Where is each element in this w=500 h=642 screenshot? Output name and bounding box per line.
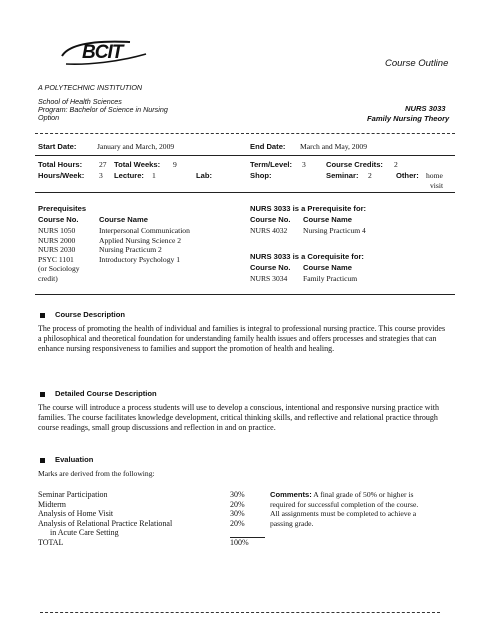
other-value-2: visit xyxy=(430,181,444,190)
prereq-for-name: Nursing Practicum 4 xyxy=(303,226,366,235)
table-row xyxy=(38,519,265,529)
course-code: NURS 3033 xyxy=(405,104,446,113)
comments-line: All assignments must be completed to achieve a xyxy=(270,509,417,519)
prereq-col-no: Course No. xyxy=(38,215,79,224)
prereq-for-col-no: Course No. xyxy=(250,215,291,224)
prereq-no: NURS 2030 xyxy=(38,245,76,254)
lecture-value: 1 xyxy=(152,171,156,180)
comments-line: required for successful completion of the course. xyxy=(270,499,419,509)
eval-total-value: 100% xyxy=(230,538,265,548)
coreq-col-name: Course Name xyxy=(303,263,352,272)
prereq-for-no: NURS 4032 xyxy=(250,226,288,235)
detailed-text: The course will introduce a process students will use to develop a conscious, intentional and responsive nursing practice with families. The course facilitates knowledge development, critical thinking skills, and reflective and relational practice through course readings, small group discussions and reflection in and on practice. xyxy=(38,403,440,432)
total-weeks-label: Total Weeks: xyxy=(114,160,161,169)
prereq-heading: Prerequisites xyxy=(38,204,87,213)
lecture-label: Lecture: xyxy=(114,171,144,180)
seminar-label: Seminar: xyxy=(326,171,359,180)
prereq-no: NURS 2000 xyxy=(38,235,76,245)
logo-text: BCIT xyxy=(82,42,123,63)
eval-total-label: TOTAL xyxy=(38,537,64,547)
prereq-for-col-name: Course Name xyxy=(303,215,352,224)
eval-pct: 20% xyxy=(230,518,245,528)
total-weeks-value: 9 xyxy=(173,160,177,169)
list-item xyxy=(38,245,238,255)
total-hours-label: Total Hours: xyxy=(38,160,83,169)
description-text: The process of promoting the health of individual and families is integral to professional nursing practice. This course provides a philosophical and theoretical foundation for understanding family health issues and offers processes and strategies that can enhance nursing responsiveness to families and support the promotion of health and healing. xyxy=(38,324,446,353)
prereq-no: PSYC 1101 xyxy=(38,254,74,264)
list-item xyxy=(38,226,238,236)
eval-pct: 30% xyxy=(230,509,245,519)
evaluation-comments xyxy=(270,490,418,528)
prereq-note: (or Sociology xyxy=(38,264,80,273)
detailed-heading: Detailed Course Description xyxy=(55,389,157,398)
program-name: Program: Bachelor of Science in Nursing xyxy=(38,105,168,114)
divider-description xyxy=(35,294,455,295)
prereq-list xyxy=(38,226,238,283)
other-value-1: home xyxy=(426,171,443,180)
bullet-icon xyxy=(40,392,45,397)
hours-week-value: 3 xyxy=(99,171,103,180)
prereq-for-heading: NURS 3033 is a Prerequisite for: xyxy=(250,204,367,213)
seminar-value: 2 xyxy=(368,171,372,180)
divider-footer xyxy=(40,612,440,613)
divider-header xyxy=(35,133,455,134)
eval-item: Seminar Participation xyxy=(38,490,108,499)
option-label: Option xyxy=(38,113,60,122)
comments-label: Comments: xyxy=(270,490,312,499)
coreq-no: NURS 3034 xyxy=(250,274,288,283)
start-date-label: Start Date: xyxy=(38,142,77,151)
coreq-heading: NURS 3033 is a Corequisite for: xyxy=(250,252,364,261)
other-label: Other: xyxy=(396,171,419,180)
term-label: Term/Level: xyxy=(250,160,293,169)
evaluation-intro: Marks are derived from the following: xyxy=(38,469,155,478)
prereq-name: Introductory Psychology 1 xyxy=(99,254,180,264)
eval-pct xyxy=(230,528,265,538)
coreq-name: Family Practicum xyxy=(303,274,358,283)
prereq-name: Interpersonal Communication xyxy=(99,226,190,235)
hours-week-label: Hours/Week: xyxy=(38,171,85,180)
bullet-icon xyxy=(40,458,45,463)
divider-info xyxy=(35,155,455,156)
shop-label: Shop: xyxy=(250,171,272,180)
evaluation-heading: Evaluation xyxy=(55,455,94,464)
table-row xyxy=(38,538,265,548)
table-row xyxy=(38,490,265,500)
end-date-value: March and May, 2009 xyxy=(300,142,367,151)
credits-label: Course Credits: xyxy=(326,160,383,169)
evaluation-table xyxy=(38,490,265,548)
prereq-name: Nursing Practicum 2 xyxy=(99,245,162,254)
eval-pct: 30% xyxy=(230,490,245,499)
divider-prereq xyxy=(35,192,455,193)
table-row xyxy=(38,528,265,538)
eval-item: Midterm xyxy=(38,499,66,509)
term-value: 3 xyxy=(302,160,306,169)
prereq-col-name: Course Name xyxy=(99,215,148,224)
table-row xyxy=(38,500,265,510)
doc-type: Course Outline xyxy=(385,58,449,69)
list-item xyxy=(38,236,238,246)
description-heading: Course Description xyxy=(55,310,126,319)
prereq-note: credit) xyxy=(38,273,58,283)
list-item xyxy=(38,255,238,265)
total-hours-value: 27 xyxy=(99,160,107,169)
comments-line: passing grade. xyxy=(270,518,314,528)
credits-value: 2 xyxy=(394,160,398,169)
eval-item: Analysis of Home Visit xyxy=(38,509,114,519)
prereq-name: Applied Nursing Science 2 xyxy=(99,235,182,245)
end-date-label: End Date: xyxy=(250,142,286,151)
lab-label: Lab: xyxy=(196,171,213,180)
table-row xyxy=(38,509,265,519)
school-name: School of Health Sciences xyxy=(38,97,122,106)
eval-pct: 20% xyxy=(230,499,245,509)
eval-item: Analysis of Relational Practice Relational xyxy=(38,518,173,528)
bullet-icon xyxy=(40,313,45,318)
start-date-value: January and March, 2009 xyxy=(97,142,175,151)
bcit-logo xyxy=(58,34,150,74)
course-title: Family Nursing Theory xyxy=(367,114,450,123)
eval-item: in Acute Care Setting xyxy=(50,528,119,538)
prereq-no: NURS 1050 xyxy=(38,226,76,235)
institution-name: A POLYTECHNIC INSTITUTION xyxy=(38,83,143,92)
comments-line: A final grade of 50% or higher is xyxy=(313,490,414,499)
coreq-col-no: Course No. xyxy=(250,263,291,272)
